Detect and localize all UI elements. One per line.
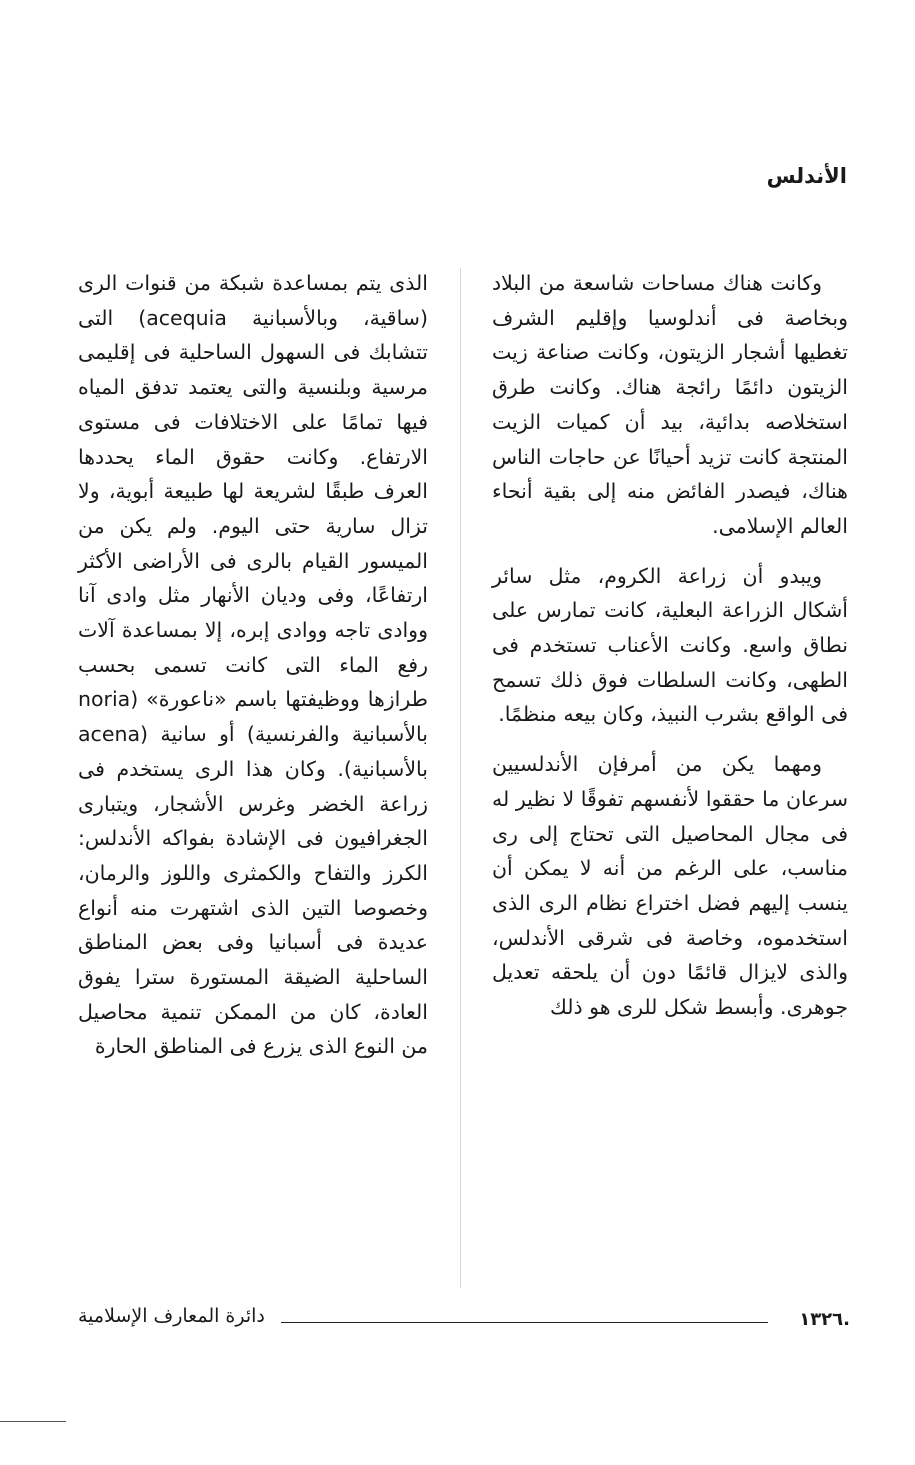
left-column <box>78 266 428 1064</box>
paragraph: ويبدو أن زراعة الكروم، مثل سائر أشكال الزراعة البعلية، كانت تمارس على نطاق واسع. وكانت الأعناب تستخدم فى الطهى، وكانت السلطات فوق ذلك تسمح فى الواقع بشرب النبيذ، وكان بيعه منظمًا. <box>492 563 848 727</box>
column-divider <box>460 268 461 1288</box>
margin-mark <box>0 1421 66 1422</box>
paragraph: وكانت هناك مساحات شاسعة من البلاد وبخاصة فى أندلوسيا وإقليم الشرف تغطيها أشجار الزيتون، وكانت صناعة زيت الزيتون دائمًا رائجة هناك. وكانت طرق استخلاصه بدائية، بيد أن كميات الزيت المنتجة كانت تزيد أحيانًا عن حاجات الناس هناك، فيصدر الفائض منه إلى بقية أنحاء العالم الإسلامى. <box>492 271 848 538</box>
footer-rule <box>281 1322 768 1323</box>
right-column <box>492 266 848 1025</box>
paragraph: الذى يتم بمساعدة شبكة من قنوات الرى (ساقية، وبالأسبانية acequia) التى تتشابك فى السهول الساحلية فى إقليمى مرسية وبلنسية والتى يعتمد تدفق المياه فيها تمامًا على الاختلافات فى مستوى الارتفاع. وكانت حقوق الماء يحددها العرف طبقًا لشريعة لها طبيعة أبوية، ولا تزال سارية حتى اليوم. ولم يكن من الميسور القيام بالرى فى الأراضى الأكثر ارتفاعًا، وفى وديان الأنهار مثل وادى آنا ووادى تاجه ووادى إبره، إلا بمساعدة آلات رفع الماء التى كانت تسمى بحسب طرازها ووظيفتها باسم «ناعورة» (noria بالأسبانية والفرنسية) أو سانية (acena بالأسبانية). وكان هذا الرى يستخدم فى زراعة الخضر وغرس الأشجار، ويتبارى الجغرافيون فى الإشادة بفواكه الأندلس: الكرز والتفاح والكمثرى واللوز والرمان، وخصوصا التين الذى اشتهرت منه أنواع عديدة فى أسبانيا وفى بعض المناطق الساحلية الضيقة المستورة سترا يفوق العادة، كان من الممكن تنمية محاصيل من النوع الذى يزرع فى المناطق الحارة <box>78 271 428 1059</box>
page-number: .١٣٢٦ <box>799 1309 850 1330</box>
publication-title: دائرة المعارف الإسلامية <box>78 1305 265 1327</box>
page-footer <box>78 1303 850 1333</box>
running-head: الأندلس <box>766 164 847 188</box>
paragraph: ومهما يكن من أمرفإن الأندلسيين سرعان ما حققوا لأنفسهم تفوقًا لا نظير له فى مجال المحاصيل التى تحتاج إلى رى مناسب، على الرغم من أنه لا يمكن أن ينسب إليهم فضل اختراع نظام الرى الذى استخدموه، وخاصة فى شرقى الأندلس، والذى لايزال قائمًا دون أن يلحقه تعديل جوهرى. وأبسط شكل للرى هو ذلك <box>492 752 848 1020</box>
